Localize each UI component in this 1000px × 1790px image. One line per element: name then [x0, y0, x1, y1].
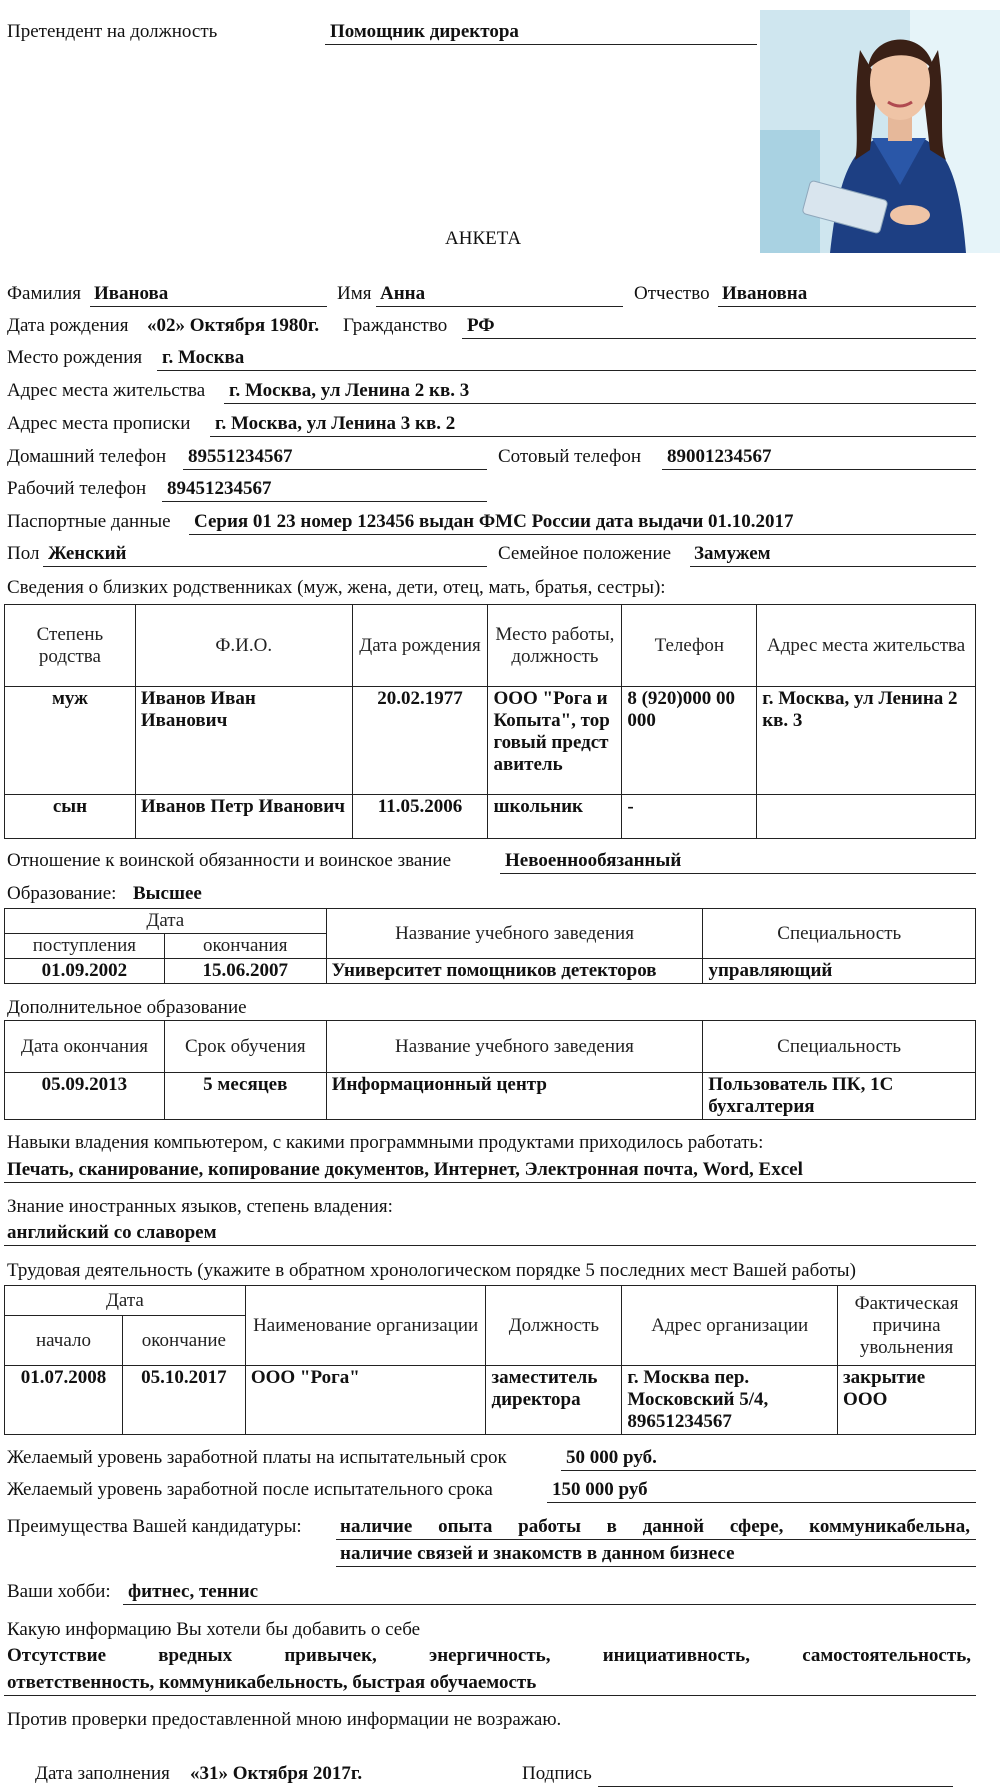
fill-date-value: «31» Октября 2017г.: [190, 1763, 363, 1784]
signature-label: Подпись: [522, 1763, 592, 1784]
rel-cell-work: ООО "Рога и Копыта", торговый представитель: [488, 687, 622, 795]
rel-cell-phone: 8 (920)000 00 000: [622, 687, 757, 795]
rel-cell-degree: сын: [5, 795, 136, 839]
extra-cell-school: Информационный центр: [326, 1073, 703, 1120]
position-underline: [325, 44, 757, 45]
work-header-org: Наименование организации: [245, 1286, 486, 1366]
citizenship-value: РФ: [467, 315, 495, 336]
salary-after-value: 150 000 руб: [552, 1479, 648, 1500]
sex-label: Пол: [7, 543, 40, 564]
advantages-label: Преимущества Вашей кандидатуры:: [7, 1516, 302, 1537]
citizenship-label: Гражданство: [343, 315, 448, 336]
mobile-value: 89001234567: [667, 446, 772, 467]
applicant-photo-image: [760, 10, 1000, 253]
citizenship-underline: [462, 338, 976, 339]
page-title: АНКЕТА: [445, 228, 522, 249]
table-row: [5, 959, 976, 984]
about-line1: Отсутствие вредных привычек, энергичность, инициативность, самостоятельность,: [7, 1645, 971, 1666]
salary-after-underline: [547, 1502, 976, 1503]
consent-text: Против проверки предоставленной мною информации не возражаю.: [7, 1709, 562, 1730]
extra-education-table: [4, 1020, 976, 1120]
residence-value: г. Москва, ул Ленина 2 кв. 3: [229, 380, 470, 401]
edu-cell-end: 15.06.2007: [164, 959, 326, 984]
computer-value: Печать, сканирование, копирование документов, Интернет, Электронная почта, Word, Excel: [7, 1159, 803, 1180]
edu-header-spec: Специальность: [703, 909, 976, 959]
table-row: [5, 687, 976, 795]
military-label: Отношение к воинской обязанности и воинское звание: [7, 850, 452, 871]
patronymic-value: Ивановна: [722, 283, 808, 304]
education-table: [4, 908, 976, 984]
surname-label: Фамилия: [7, 283, 82, 304]
rel-header-phone: Телефон: [622, 605, 757, 687]
extra-education-label: Дополнительное образование: [7, 997, 247, 1018]
edu-header-start: поступления: [5, 934, 165, 959]
birthdate-value: «02» Октября 1980г.: [147, 315, 320, 336]
passport-value: Серия 01 23 номер 123456 выдан ФМС России дата выдачи 01.10.2017: [194, 511, 794, 532]
table-row: [5, 1073, 976, 1120]
advantages-underline-2: [336, 1566, 976, 1567]
relatives-header-row: [5, 605, 976, 687]
work-table: [4, 1285, 976, 1435]
about-label: Какую информацию Вы хотели бы добавить о себе: [7, 1619, 421, 1640]
name-label: Имя: [337, 283, 372, 304]
work-header-end: окончание: [122, 1316, 245, 1366]
rel-header-work: Место работы, должность: [488, 605, 622, 687]
rel-header-birthdate: Дата рождения: [352, 605, 488, 687]
education-label: Образование:: [7, 883, 117, 904]
work-phone-label: Рабочий телефон: [7, 478, 147, 499]
passport-label: Паспортные данные: [7, 511, 171, 532]
extra-cell-end: 05.09.2013: [5, 1073, 165, 1120]
mobile-label: Сотовый телефон: [498, 446, 641, 467]
table-row: [5, 795, 976, 839]
surname-value: Иванова: [94, 283, 169, 304]
fill-date-label: Дата заполнения: [35, 1763, 170, 1784]
extra-header-spec: Специальность: [703, 1021, 976, 1073]
marital-value: Замужем: [694, 543, 771, 564]
work-header-reason: Фактическая причина увольнения: [838, 1286, 976, 1366]
hobby-underline: [123, 1604, 976, 1605]
name-value: Анна: [380, 283, 426, 304]
rel-cell-fio: Иванов Петр Иванович: [135, 795, 352, 839]
work-cell-position: заместитель директора: [486, 1366, 622, 1435]
work-header-position: Должность: [486, 1286, 622, 1366]
work-cell-reason: закрытие ООО: [838, 1366, 976, 1435]
rel-cell-phone: -: [622, 795, 757, 839]
work-phone-value: 89451234567: [167, 478, 272, 499]
rel-cell-birthdate: 11.05.2006: [352, 795, 488, 839]
edu-header-date: Дата: [5, 909, 327, 934]
computer-label: Навыки владения компьютером, с какими программными продуктами приходилось работать:: [7, 1132, 764, 1153]
rel-cell-degree: муж: [5, 687, 136, 795]
work-cell-start: 01.07.2008: [5, 1366, 123, 1435]
advantages-line1: наличие опыта работы в данной сфере, коммуникабельна,: [340, 1516, 970, 1537]
edu-cell-spec: управляющий: [703, 959, 976, 984]
edu-header-end: окончания: [164, 934, 326, 959]
hobby-value: фитнес, теннис: [128, 1581, 259, 1602]
name-underline: [376, 306, 623, 307]
rel-header-fio: Ф.И.О.: [135, 605, 352, 687]
registration-value: г. Москва, ул Ленина 3 кв. 2: [215, 413, 456, 434]
relatives-caption: Сведения о близких родственниках (муж, жена, дети, отец, мать, братья, сестры):: [7, 577, 666, 598]
sex-value: Женский: [48, 543, 127, 564]
signature-line: [598, 1786, 953, 1787]
extra-header-school: Название учебного заведения: [326, 1021, 703, 1073]
marital-label: Семейное положение: [498, 543, 672, 564]
languages-underline: [4, 1245, 976, 1246]
extra-header-term: Срок обучения: [164, 1021, 326, 1073]
work-cell-end: 05.10.2017: [122, 1366, 245, 1435]
rel-cell-birthdate: 20.02.1977: [352, 687, 488, 795]
applicant-photo: [760, 10, 1000, 253]
edu-cell-school: Университет помощников детекторов: [326, 959, 703, 984]
home-phone-label: Домашний телефон: [7, 446, 167, 467]
position-value: Помощник директора: [330, 21, 519, 42]
work-cell-address: г. Москва пер. Московский 5/4, 89651234567: [622, 1366, 838, 1435]
birthplace-label: Место рождения: [7, 347, 143, 368]
advantages-line2: наличие связей и знакомств в данном бизнесе: [340, 1543, 735, 1564]
rel-cell-fio: Иванов Иван Иванович: [135, 687, 352, 795]
residence-label: Адрес места жительства: [7, 380, 206, 401]
home-phone-underline: [183, 469, 487, 470]
salary-after-label: Желаемый уровень заработной после испытательного срока: [7, 1479, 493, 1500]
birthplace-underline: [157, 370, 976, 371]
salary-trial-underline: [561, 1470, 976, 1471]
hobby-label: Ваши хобби:: [7, 1581, 111, 1602]
work-phone-underline: [162, 501, 487, 502]
birthdate-label: Дата рождения: [7, 315, 129, 336]
edu-header-school: Название учебного заведения: [326, 909, 703, 959]
birthplace-value: г. Москва: [162, 347, 245, 368]
education-value: Высшее: [133, 883, 202, 904]
surname-underline: [90, 306, 327, 307]
passport-underline: [189, 534, 976, 535]
military-underline: [500, 873, 976, 874]
about-line2: ответственность, коммуникабельность, быстрая обучаемость: [7, 1672, 537, 1693]
salary-trial-label: Желаемый уровень заработной платы на испытательный срок: [7, 1447, 507, 1468]
rel-cell-work: школьник: [488, 795, 622, 839]
rel-header-degree: Степень родства: [5, 605, 136, 687]
residence-underline: [224, 403, 976, 404]
home-phone-value: 89551234567: [188, 446, 293, 467]
military-value: Невоеннообязанный: [505, 850, 682, 871]
mobile-underline: [662, 469, 976, 470]
work-cell-org: ООО "Рога": [245, 1366, 486, 1435]
table-row: [5, 1366, 976, 1435]
languages-value: английский со славорем: [7, 1222, 217, 1243]
salary-trial-value: 50 000 руб.: [566, 1447, 657, 1468]
work-header-start: начало: [5, 1316, 123, 1366]
edu-cell-start: 01.09.2002: [5, 959, 165, 984]
patronymic-label: Отчество: [634, 283, 710, 304]
rel-cell-address: г. Москва, ул Ленина 2 кв. 3: [757, 687, 976, 795]
sex-underline: [43, 566, 487, 567]
work-header-address: Адрес организации: [622, 1286, 838, 1366]
work-header-date: Дата: [5, 1286, 246, 1316]
position-label: Претендент на должность: [7, 21, 218, 42]
rel-header-address: Адрес места жительства: [757, 605, 976, 687]
registration-label: Адрес места прописки: [7, 413, 191, 434]
about-underline: [4, 1695, 976, 1696]
marital-underline: [690, 566, 976, 567]
work-caption: Трудовая деятельность (укажите в обратном хронологическом порядке 5 последних мест Вашей работы): [7, 1260, 856, 1281]
registration-underline: [210, 436, 976, 437]
patronymic-underline: [718, 306, 976, 307]
relatives-table: [4, 604, 976, 839]
languages-label: Знание иностранных языков, степень владения:: [7, 1196, 393, 1217]
extra-header-end: Дата окончания: [5, 1021, 165, 1073]
extra-cell-term: 5 месяцев: [164, 1073, 326, 1120]
extra-cell-spec: Пользователь ПК, 1С бухгалтерия: [703, 1073, 976, 1120]
rel-cell-address: [757, 795, 976, 839]
computer-underline: [4, 1182, 976, 1183]
